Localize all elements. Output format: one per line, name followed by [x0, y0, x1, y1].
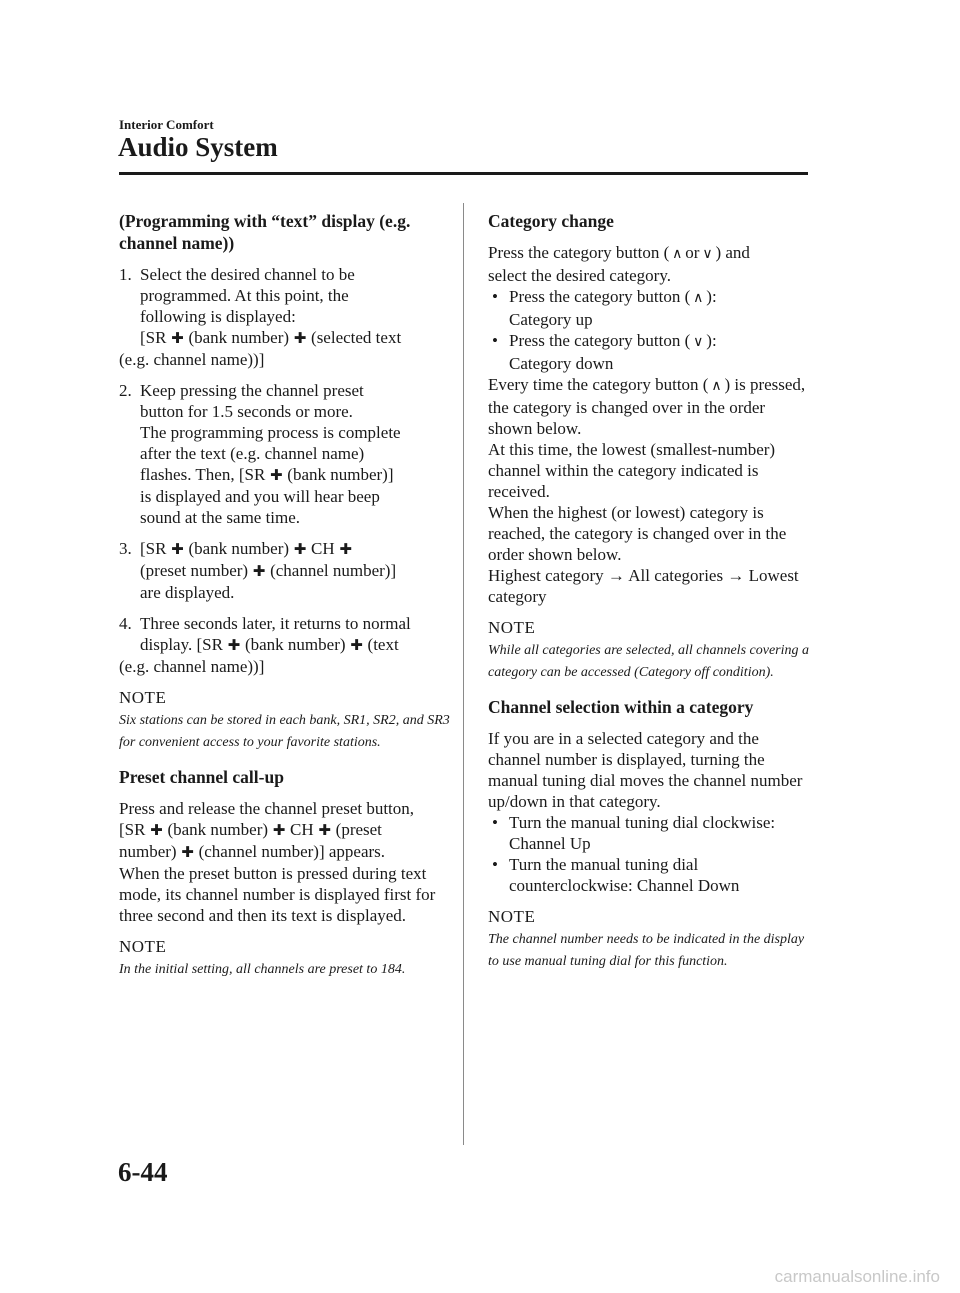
- right-column: [488, 210, 810, 985]
- step-text: [140, 538, 451, 560]
- category-intro: [488, 242, 810, 286]
- note-text: Six stations can be stored in each bank, SR1, SR2, and SR3 for convenient access to your favorite stations.: [119, 713, 450, 750]
- selection-heading: Channel selection within a category: [488, 697, 754, 717]
- step-text: The programming process is complete: [140, 423, 401, 442]
- plus-separator-icon: ✚: [171, 540, 184, 558]
- bullet-text: Turn the manual tuning dial clockwise:: [509, 813, 776, 832]
- step-number: 2.: [119, 381, 132, 400]
- up-chevron-icon: ∧: [693, 290, 704, 306]
- category-heading: Category change: [488, 211, 614, 231]
- bullet-text: ):: [706, 331, 717, 350]
- display-text: [SR: [140, 328, 167, 347]
- intro-text: or: [685, 243, 700, 262]
- bullet-icon: •: [492, 855, 498, 874]
- step-text: button for 1.5 seconds or more.: [140, 402, 353, 421]
- plus-separator-icon: ✚: [339, 540, 352, 558]
- category-highest: When the highest (or lowest) category is reached, the category is changed over in the order shown below.: [488, 503, 787, 564]
- up-chevron-icon: ∧: [711, 378, 722, 394]
- bullet-icon: •: [492, 813, 498, 832]
- note-text: While all categories are selected, all channels covering a category can be accessed (Category off condition).: [488, 643, 810, 680]
- bullet-text: Turn the manual tuning dial: [509, 855, 699, 874]
- display-text: display. [SR: [140, 635, 223, 654]
- intro-text: Press the category button (: [488, 243, 670, 262]
- display-text: CH: [290, 820, 314, 839]
- note-text: The channel number needs to be indicated in the display to use manual tuning dial for this function.: [488, 932, 805, 969]
- selection-body: If you are in a selected category and the channel number is displayed, turning the manual tuning dial moves the channel number up/down in that category.: [488, 729, 803, 811]
- step-text: (e.g. channel name))]: [119, 350, 265, 369]
- intro-text: ) and: [715, 243, 750, 262]
- display-text: (text: [367, 635, 399, 654]
- step-number: 3.: [119, 539, 132, 558]
- plus-separator-icon: ✚: [181, 843, 194, 861]
- display-text: (preset: [335, 820, 382, 839]
- bullet-text: Press the category button (: [509, 331, 691, 350]
- step-text: [140, 464, 451, 486]
- display-text: (channel number)] appears.: [198, 842, 386, 861]
- note-text: In the initial setting, all channels are preset to 184.: [119, 962, 406, 977]
- plus-separator-icon: ✚: [270, 466, 283, 484]
- plus-separator-icon: ✚: [272, 821, 286, 839]
- header-rule: [119, 172, 808, 175]
- order-item: Lowest category: [488, 566, 799, 606]
- preset-intro: Press and release the channel preset button,: [119, 799, 415, 818]
- left-column: [119, 210, 451, 993]
- step-number: 1.: [119, 265, 132, 284]
- down-chevron-icon: ∨: [702, 246, 713, 262]
- preset-heading: Preset channel call-up: [119, 767, 284, 787]
- category-lowest: At this time, the lowest (smallest-number) channel within the category indicated is received.: [488, 440, 776, 501]
- bullet-subtext: Category up: [509, 310, 593, 329]
- plus-separator-icon: ✚: [150, 821, 163, 839]
- step-2: [119, 380, 451, 528]
- intro-text: select the desired category.: [488, 266, 671, 285]
- category-order: [488, 565, 810, 607]
- display-text: (channel number)]: [270, 561, 397, 580]
- body-text: Every time the category button (: [488, 375, 709, 394]
- bullet-icon: •: [492, 331, 498, 350]
- preset-body: [119, 798, 451, 863]
- step-text: Keep pressing the channel preset: [140, 381, 364, 400]
- bullet-subtext: counterclockwise: Channel Down: [509, 876, 740, 895]
- list-item: [488, 812, 810, 854]
- display-text: (bank number): [167, 820, 269, 839]
- watermark: carmanualsonline.info: [774, 1267, 940, 1286]
- bullet-subtext: Category down: [509, 354, 614, 373]
- display-text: (selected text: [311, 328, 402, 347]
- preset-explanation: When the preset button is pressed during text mode, its channel number is displayed first for three second and then its text is displayed.: [119, 864, 436, 925]
- page-number: 6-44: [118, 1157, 168, 1187]
- plus-separator-icon: ✚: [293, 329, 307, 347]
- order-item: Highest category: [488, 566, 604, 585]
- step-text: Select the desired channel to be: [140, 265, 355, 284]
- step-4: [119, 613, 451, 677]
- category-every: [488, 374, 810, 439]
- bullet-text: ):: [706, 287, 717, 306]
- step-text: Three seconds later, it returns to normal: [140, 614, 411, 633]
- list-item: [488, 286, 810, 330]
- display-text: number): [119, 842, 177, 861]
- step-text: are displayed.: [140, 583, 235, 602]
- display-text: (bank number)]: [287, 465, 394, 484]
- right-arrow-icon: →: [727, 566, 745, 585]
- up-chevron-icon: ∧: [672, 246, 683, 262]
- step-text: [140, 327, 451, 349]
- display-text: (bank number): [188, 328, 290, 347]
- display-text: (bank number): [244, 635, 346, 654]
- step-text: sound at the same time.: [140, 508, 301, 527]
- note-label: NOTE: [488, 618, 536, 637]
- note-label: NOTE: [488, 907, 536, 926]
- display-text: [SR: [119, 820, 146, 839]
- bullet-text: Press the category button (: [509, 287, 691, 306]
- display-text: [SR: [140, 539, 167, 558]
- step-number: 4.: [119, 614, 132, 633]
- display-text: CH: [311, 539, 335, 558]
- plus-separator-icon: ✚: [252, 562, 266, 580]
- step-text: (e.g. channel name))]: [119, 657, 265, 676]
- list-item: [488, 854, 810, 896]
- step-text: following is displayed:: [140, 307, 296, 326]
- display-text: (bank number): [188, 539, 290, 558]
- programming-heading: (Programming with “text” display (e.g. channel name)): [119, 211, 411, 253]
- plus-separator-icon: ✚: [171, 329, 184, 347]
- plus-separator-icon: ✚: [293, 540, 307, 558]
- step-text: is displayed and you will hear beep: [140, 487, 380, 506]
- column-divider: [463, 203, 464, 1145]
- step-text: [140, 560, 451, 582]
- list-item: [488, 330, 810, 374]
- down-chevron-icon: ∨: [693, 334, 704, 350]
- note-label: NOTE: [119, 937, 167, 956]
- plus-separator-icon: ✚: [227, 636, 241, 654]
- step-text: programmed. At this point, the: [140, 286, 349, 305]
- bullet-icon: •: [492, 287, 498, 306]
- step-text: after the text (e.g. channel name): [140, 444, 365, 463]
- section-label: Interior Comfort: [119, 117, 214, 132]
- page-title: Audio System: [118, 132, 278, 162]
- step-1: [119, 264, 451, 370]
- plus-separator-icon: ✚: [350, 636, 363, 654]
- note-label: NOTE: [119, 688, 167, 707]
- right-arrow-icon: →: [607, 566, 625, 585]
- display-text: (preset number): [140, 561, 249, 580]
- order-item: All categories: [628, 566, 724, 585]
- display-text: flashes. Then, [SR: [140, 465, 266, 484]
- step-text: [140, 634, 451, 656]
- body-text: pressed, the category is changed over in the order shown below.: [488, 375, 806, 438]
- step-3: [119, 538, 451, 603]
- plus-separator-icon: ✚: [318, 821, 331, 839]
- bullet-subtext: Channel Up: [509, 834, 591, 853]
- body-text: ) is: [724, 375, 746, 394]
